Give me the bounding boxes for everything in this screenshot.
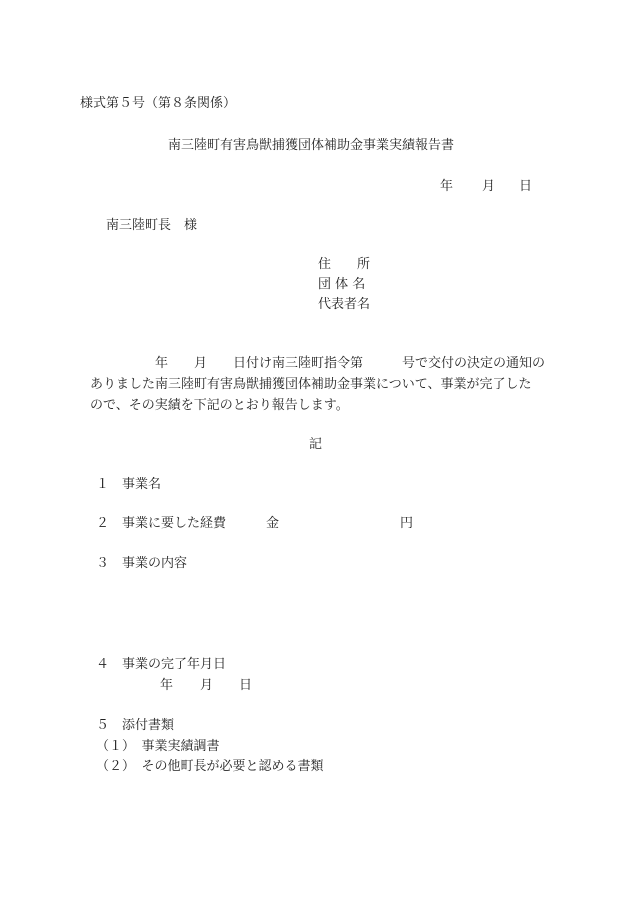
item-project-name: １ 事業名 (96, 477, 162, 492)
representative-label: 代表者名 (318, 297, 371, 312)
body-paragraph (90, 353, 570, 416)
item-project-content: ３ 事業の内容 (96, 556, 188, 571)
document-title: 南三陸町有害鳥獣捕獲団体補助金事業実績報告書 (168, 138, 455, 153)
addressee: 南三陸町長 様 (106, 218, 198, 233)
item-project-cost-label: ２ 事業に要した経費 (96, 516, 227, 531)
ki-heading: 記 (309, 437, 323, 452)
item-attachments: ５ 添付書類 (96, 718, 175, 733)
address-label: 住 所 (318, 257, 371, 272)
date-year-label: 年 (440, 179, 454, 194)
body-line: ので、その実績を下記のとおり報告します。 (90, 398, 349, 413)
completion-day-label: 日 (239, 678, 253, 693)
group-name-label: 団 体 名 (318, 277, 366, 292)
completion-month-label: 月 (200, 678, 214, 693)
completion-year-label: 年 (160, 678, 174, 693)
item-completion-date: ４ 事業の完了年月日 (96, 657, 227, 672)
form-number: 様式第５号（第８条関係） (80, 96, 237, 111)
body-line: ありました南三陸町有害鳥獣捕獲団体補助金事業について、事業が完了した (90, 377, 532, 392)
item-project-cost-kin: 金 (266, 516, 280, 531)
date-month-label: 月 (482, 179, 496, 194)
attachment-item: （１） 事業実績調書 (96, 739, 220, 754)
attachment-item: （２） その他町長が必要と認める書類 (96, 759, 324, 774)
date-day-label: 日 (519, 179, 533, 194)
item-project-cost-yen: 円 (400, 516, 414, 531)
body-line: 年 月 日付け南三陸町指令第 号で交付の決定の通知の (90, 356, 546, 371)
